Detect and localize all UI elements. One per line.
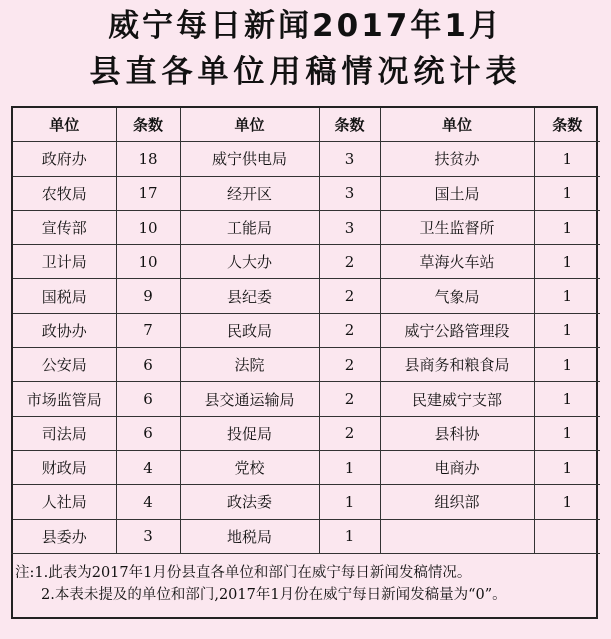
unit-cell: 政府办 xyxy=(13,142,116,176)
unit-cell: 县交通运输局 xyxy=(180,382,319,416)
count-cell: 2 xyxy=(319,279,380,313)
table-row xyxy=(13,382,600,416)
count-cell: 1 xyxy=(534,450,600,484)
unit-cell: 人大办 xyxy=(180,245,319,279)
unit-cell: 政法委 xyxy=(180,485,319,519)
count-cell: 1 xyxy=(534,245,600,279)
count-cell: 1 xyxy=(534,382,600,416)
count-cell: 4 xyxy=(116,485,180,519)
unit-cell: 气象局 xyxy=(380,279,534,313)
table-row xyxy=(13,485,600,519)
unit-cell: 县委办 xyxy=(13,519,116,553)
table-row xyxy=(13,279,600,313)
unit-cell: 县纪委 xyxy=(180,279,319,313)
header-unit: 单位 xyxy=(13,108,116,142)
unit-cell: 县科协 xyxy=(380,416,534,450)
count-cell: 18 xyxy=(116,142,180,176)
count-cell: 1 xyxy=(534,348,600,382)
unit-cell: 宣传部 xyxy=(13,210,116,244)
count-cell: 2 xyxy=(319,382,380,416)
unit-cell: 政协办 xyxy=(13,313,116,347)
unit-cell: 组织部 xyxy=(380,485,534,519)
unit-cell: 市场监管局 xyxy=(13,382,116,416)
note-2: 2.本表未提及的单位和部门,2017年1月份在威宁每日新闻发稿量为“0”。 xyxy=(41,587,507,603)
table-row xyxy=(13,142,600,176)
unit-cell: 扶贫办 xyxy=(380,142,534,176)
table-row xyxy=(13,245,600,279)
unit-cell: 电商办 xyxy=(380,450,534,484)
unit-cell: 财政局 xyxy=(13,450,116,484)
note-1: 注:1.此表为2017年1月份县直各单位和部门在威宁每日新闻发稿情况。 xyxy=(15,565,472,581)
count-cell: 4 xyxy=(116,450,180,484)
unit-cell: 公安局 xyxy=(13,348,116,382)
count-cell: 1 xyxy=(534,416,600,450)
count-cell: 2 xyxy=(319,313,380,347)
unit-cell: 民政局 xyxy=(180,313,319,347)
unit-cell: 国土局 xyxy=(380,176,534,210)
unit-cell: 卫生监督所 xyxy=(380,210,534,244)
unit-cell: 司法局 xyxy=(13,416,116,450)
count-cell: 2 xyxy=(319,416,380,450)
unit-cell: 工能局 xyxy=(180,210,319,244)
count-cell: 10 xyxy=(116,245,180,279)
unit-cell: 投促局 xyxy=(180,416,319,450)
title-line-1: 威宁每日新闻2017年1月 xyxy=(108,8,503,44)
table-row xyxy=(13,313,600,347)
table-row xyxy=(13,519,600,553)
unit-cell: 地税局 xyxy=(180,519,319,553)
table-header-row xyxy=(13,108,600,142)
unit-cell: 威宁公路管理段 xyxy=(380,313,534,347)
unit-cell: 人社局 xyxy=(13,485,116,519)
count-cell: 7 xyxy=(116,313,180,347)
unit-cell: 党校 xyxy=(180,450,319,484)
count-cell: 17 xyxy=(116,176,180,210)
header-count: 条数 xyxy=(534,108,600,142)
table-row xyxy=(13,210,600,244)
count-cell: 6 xyxy=(116,416,180,450)
unit-cell: 威宁供电局 xyxy=(180,142,319,176)
unit-cell: 县商务和粮食局 xyxy=(380,348,534,382)
unit-cell: 卫计局 xyxy=(13,245,116,279)
stats-table xyxy=(13,108,600,554)
count-cell: 3 xyxy=(319,176,380,210)
count-cell xyxy=(534,519,600,553)
table-row xyxy=(13,176,600,210)
count-cell: 3 xyxy=(116,519,180,553)
unit-cell: 国税局 xyxy=(13,279,116,313)
count-cell: 2 xyxy=(319,348,380,382)
table-body xyxy=(13,142,600,554)
title-line-2: 县直各单位用稿情况统计表 xyxy=(89,54,522,90)
table-row xyxy=(13,348,600,382)
count-cell: 3 xyxy=(319,210,380,244)
count-cell: 1 xyxy=(534,313,600,347)
count-cell: 1 xyxy=(534,485,600,519)
count-cell: 1 xyxy=(534,210,600,244)
count-cell: 1 xyxy=(319,485,380,519)
count-cell: 6 xyxy=(116,348,180,382)
count-cell: 1 xyxy=(534,279,600,313)
unit-cell xyxy=(380,519,534,553)
table-row xyxy=(13,416,600,450)
notes xyxy=(11,553,598,619)
header-count: 条数 xyxy=(319,108,380,142)
count-cell: 1 xyxy=(534,176,600,210)
count-cell: 1 xyxy=(319,519,380,553)
unit-cell: 经开区 xyxy=(180,176,319,210)
count-cell: 10 xyxy=(116,210,180,244)
count-cell: 9 xyxy=(116,279,180,313)
stats-table-frame xyxy=(11,106,598,619)
unit-cell: 草海火车站 xyxy=(380,245,534,279)
table-row xyxy=(13,450,600,484)
header-count: 条数 xyxy=(116,108,180,142)
count-cell: 1 xyxy=(534,142,600,176)
unit-cell: 民建威宁支部 xyxy=(380,382,534,416)
header-unit: 单位 xyxy=(180,108,319,142)
count-cell: 6 xyxy=(116,382,180,416)
count-cell: 2 xyxy=(319,245,380,279)
header-unit: 单位 xyxy=(380,108,534,142)
unit-cell: 法院 xyxy=(180,348,319,382)
unit-cell: 农牧局 xyxy=(13,176,116,210)
count-cell: 3 xyxy=(319,142,380,176)
count-cell: 1 xyxy=(319,450,380,484)
